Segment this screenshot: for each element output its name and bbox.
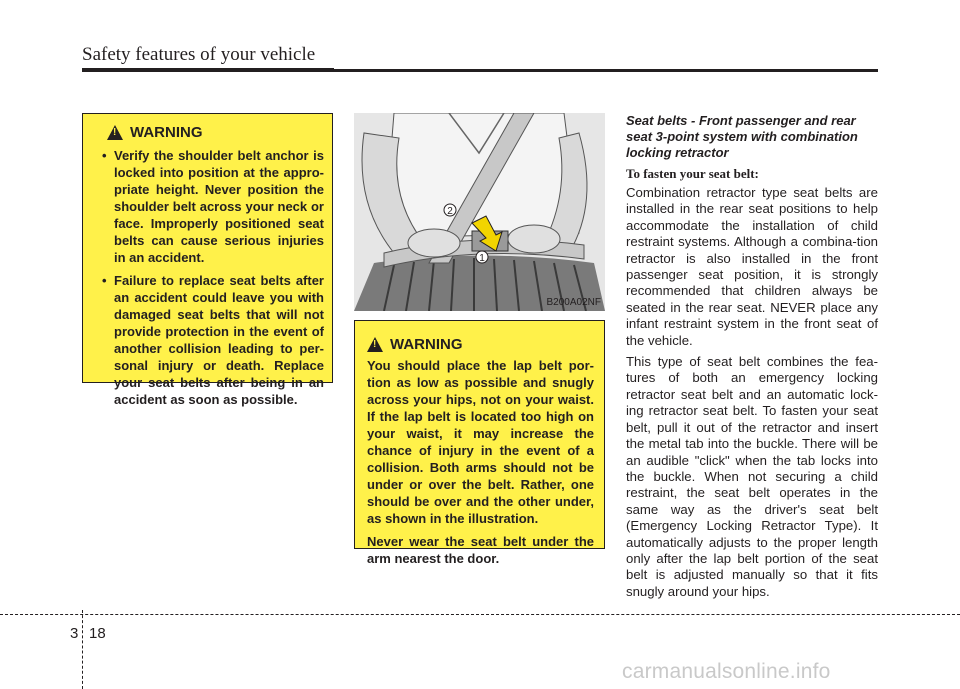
figure-label-1: 1 bbox=[479, 253, 485, 264]
figure-caption: B200A02NF bbox=[546, 297, 601, 308]
body-paragraph: Combination retractor type seat belts are installed in the rear seat positions to help accommodate the installation of child restraint systems. Although a combina-tion retractor is also installed in the front passenger seat position, it is strongly recommended that children always be seated in the rear seat. NEVER place any infant restraint system in the front seat of the vehicle. bbox=[626, 185, 878, 348]
warning-list bbox=[83, 147, 332, 408]
header-rule-accent bbox=[82, 68, 334, 72]
watermark: carmanualsonline.info bbox=[622, 660, 831, 683]
warning-paragraph: You should place the lap belt por-tion as low as possible and snugly across your hips, not on your waist. If the lap belt is located too high on your waist, it may increase the chance of injury in the event of a collision. Both arms should not be under or over the belt. Rather, one should be over and the other under, as shown in the illustration. bbox=[367, 358, 594, 526]
warning-item: • Failure to replace seat belts after an accident could leave you with damaged seat belts that will not provide protection in the event of another collision leading to per-sonal injury or death. Replace your seat belts after being in an accident as soon as possible. bbox=[93, 272, 324, 408]
header-title: Safety features of your vehicle bbox=[82, 44, 316, 65]
footer-rule bbox=[0, 614, 960, 615]
warning-heading-text: WARNING bbox=[130, 124, 203, 141]
footer-divider bbox=[82, 610, 83, 689]
warning-icon: ! bbox=[107, 125, 123, 140]
section-seat-belts bbox=[626, 113, 878, 605]
warning-item: • Verify the shoulder belt anchor is locked into position at the appro-priate height. Never position the shoulder belt across your neck or face. Improperly positioned seat belts can cause serious injuries in an accident. bbox=[93, 147, 324, 266]
chapter-number: 3 bbox=[70, 625, 79, 642]
warning-heading bbox=[355, 321, 604, 353]
warning-heading bbox=[83, 114, 332, 141]
figure-label-2: 2 bbox=[447, 206, 453, 217]
warning-heading-text: WARNING bbox=[390, 336, 463, 353]
page-number: 18 bbox=[89, 625, 106, 642]
warning-icon: ! bbox=[367, 337, 383, 352]
warning-paragraph: Never wear the seat belt under the arm nearest the door. bbox=[367, 534, 594, 566]
seat-belt-illustration bbox=[354, 113, 605, 311]
body-paragraph: This type of seat belt combines the fea-tures of both an emergency locking retractor seat belt and an automatic lock-ing retractor seat belt. To fasten your seat belt, pull it out of the retractor and insert the metal tab into the buckle. There will be an audible "click" when the tab locks into the buckle. When not securing a child restraint, the seat belt operates in the same way as the driver's seat belt (Emergency Locking Retractor Type). It automatically adjusts to the proper length only after the lap belt portion of the seat belt is adjusted manually so that it fits snugly around your hips. bbox=[626, 354, 878, 599]
seat-belt-figure bbox=[354, 113, 605, 311]
section-subheading: To fasten your seat belt: bbox=[626, 166, 759, 181]
warning-box-lap-belt bbox=[354, 320, 605, 566]
warning-box-shoulder-belt bbox=[82, 113, 333, 407]
section-title: Seat belts - Front passenger and rear seat 3-point system with combination locking retractor bbox=[626, 113, 858, 160]
